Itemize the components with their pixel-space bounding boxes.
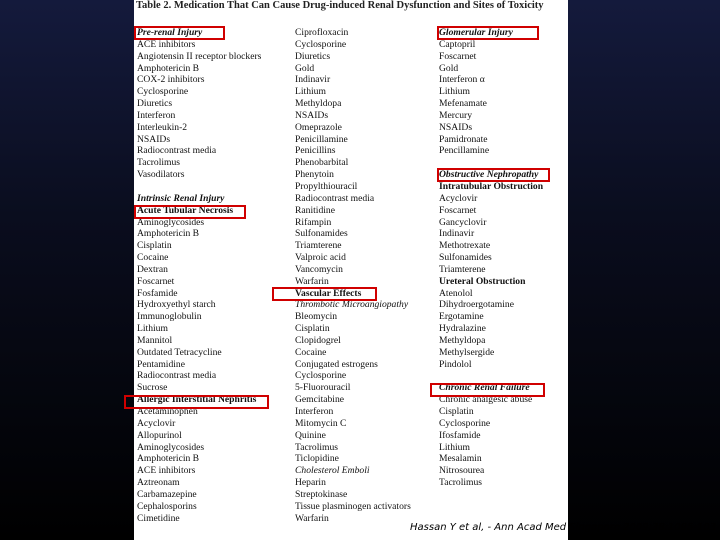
medication-entry: COX-2 inhibitors xyxy=(137,74,205,86)
medication-entry: Tissue plasminogen activators xyxy=(295,500,411,512)
medication-entry: Tacrolimus xyxy=(295,441,339,453)
table-title: Table 2. Medication That Can Cause Drug-induced Renal Dysfunction and Sites of Toxicity xyxy=(136,0,544,11)
medication-entry: Radiocontrast media xyxy=(137,145,217,157)
medication-entry: Hydroxyethyl starch xyxy=(137,299,216,311)
medication-entry: Methyldopa xyxy=(295,98,342,110)
medication-entry: Immunoglobulin xyxy=(137,311,202,323)
medication-entry: Mitomycin C xyxy=(295,417,347,429)
section-heading: Intratubular Obstruction xyxy=(439,180,544,192)
medication-entry: Propylthiouracil xyxy=(295,180,358,192)
medication-entry: Lithium xyxy=(137,323,168,335)
medication-entry: Methylsergide xyxy=(439,346,495,358)
medication-entry: Diuretics xyxy=(137,98,173,110)
medication-entry: Acetaminophen xyxy=(137,406,198,417)
medication-entry: Ticlopidine xyxy=(295,453,339,465)
medication-entry: Penicillamine xyxy=(295,133,348,145)
medication-entry: Cyclosporine xyxy=(295,370,347,382)
medication-entry: Acyclovir xyxy=(439,192,478,204)
medication-entry: Tacrolimus xyxy=(439,477,483,489)
medication-entry: Pentamidine xyxy=(137,358,185,370)
medication-entry: Angiotensin II receptor blockers xyxy=(137,50,262,62)
medication-entry: Interferon α xyxy=(439,74,485,86)
medication-entry: Triamterene xyxy=(439,263,486,275)
medication-entry: Pindolol xyxy=(439,358,472,370)
medication-entry: Tacrolimus xyxy=(137,157,181,169)
medication-entry: Cimetidine xyxy=(137,512,180,524)
subsection-heading: Cholesterol Emboli xyxy=(295,465,370,477)
medication-entry: Foscarnet xyxy=(439,50,477,62)
table-column-1 xyxy=(137,27,297,524)
medication-entry: Indinavir xyxy=(439,228,475,240)
medication-entry: Interferon xyxy=(295,406,334,417)
medication-entry: Sulfonamides xyxy=(439,252,492,264)
medication-entry: Amphotericin B xyxy=(137,228,200,240)
medication-entry: Warfarin xyxy=(295,512,329,524)
subsection-heading: Thrombotic Microangiopathy xyxy=(295,299,409,311)
medication-entry: Amphotericin B xyxy=(137,453,200,465)
medication-entry: ACE inhibitors xyxy=(137,38,196,50)
medication-entry: Ifosfamide xyxy=(439,429,481,441)
section-heading: Intrinsic Renal Injury xyxy=(137,192,225,204)
section-heading: Glomerular Injury xyxy=(439,27,513,38)
medication-entry: Lithium xyxy=(439,86,470,98)
medication-entry: Interleukin-2 xyxy=(137,121,188,133)
medication-entry: ACE inhibitors xyxy=(137,465,196,477)
medication-entry: Amphotericin B xyxy=(137,62,200,74)
table-column-3 xyxy=(439,27,567,489)
medication-entry: Vancomycin xyxy=(295,263,343,275)
medication-entry: 5-Fluorouracil xyxy=(295,382,351,394)
medication-entry: Streptokinase xyxy=(295,488,348,500)
medication-entry: Cisplatin xyxy=(439,406,474,417)
medication-entry: Conjugated estrogens xyxy=(295,358,378,370)
medication-entry: Radiocontrast media xyxy=(295,192,375,204)
medication-entry: Triamterene xyxy=(295,240,342,252)
medication-entry: Mannitol xyxy=(137,334,173,346)
medication-entry: Cephalosporins xyxy=(137,500,197,512)
medication-entry: Omeprazole xyxy=(295,121,342,133)
medication-entry: Pamidronate xyxy=(439,133,488,145)
medication-entry: Radiocontrast media xyxy=(137,370,217,382)
medication-entry: Quinine xyxy=(295,429,326,441)
document-page xyxy=(134,0,568,540)
medication-entry: Indinavir xyxy=(295,74,331,86)
medication-entry: Penicillins xyxy=(295,145,336,157)
medication-entry: Cyclosporine xyxy=(295,38,347,50)
section-heading: Chronic Renal Failure xyxy=(439,382,530,394)
medication-entry: Clopidogrel xyxy=(295,334,341,346)
medication-entry: Captopril xyxy=(439,38,476,50)
medication-entry: NSAIDs xyxy=(137,133,171,145)
medication-entry xyxy=(439,157,567,169)
medication-entry: Diuretics xyxy=(295,50,331,62)
medication-entry: Cyclosporine xyxy=(137,86,189,98)
medication-entry: Dihydroergotamine xyxy=(439,299,514,311)
medication-entry: Mefenamate xyxy=(439,98,487,110)
medication-entry: Cisplatin xyxy=(295,323,330,335)
medication-entry: Lithium xyxy=(439,441,470,453)
medication-entry: Aminoglycosides xyxy=(137,441,205,453)
section-heading: Vascular Effects xyxy=(295,287,362,299)
medication-entry: Cocaine xyxy=(137,252,169,264)
citation: Hassan Y et al, - Ann Acad Med Singapore 2009;38:1095-103 xyxy=(410,522,717,533)
section-heading: Obstructive Nephropathy xyxy=(439,169,539,181)
medication-entry: Aztreonam xyxy=(137,477,180,489)
medication-entry: Vasodilators xyxy=(137,169,185,181)
medication-entry: NSAIDs xyxy=(295,109,329,121)
medication-entry xyxy=(439,370,567,382)
medication-entry: Dextran xyxy=(137,263,168,275)
medication-entry: Methyldopa xyxy=(439,334,486,346)
medication-entry: Rifampin xyxy=(295,216,332,228)
medication-entry: Interferon xyxy=(137,109,176,121)
medication-entry: Methotrexate xyxy=(439,240,491,252)
medication-entry xyxy=(137,181,297,193)
medication-entry: Warfarin xyxy=(295,275,329,287)
medication-entry: Valproic acid xyxy=(295,252,346,264)
medication-entry: Outdated Tetracycline xyxy=(137,346,222,358)
medication-entry: Cocaine xyxy=(295,346,327,358)
medication-entry: Sucrose xyxy=(137,382,168,394)
medication-entry: Hydralazine xyxy=(439,323,486,335)
medication-entry: Phenytoin xyxy=(295,169,334,181)
table-column-2 xyxy=(295,27,440,524)
medication-entry: Mesalamin xyxy=(439,453,482,465)
medication-entry: Gold xyxy=(439,62,459,74)
medication-entry: Sulfonamides xyxy=(295,228,348,240)
medication-entry: Lithium xyxy=(295,86,326,98)
medication-entry: Chronic analgesic abuse xyxy=(439,394,533,406)
section-heading: Allergic Interstitial Nephritis xyxy=(137,394,257,406)
section-heading: Acute Tubular Necrosis xyxy=(137,204,234,216)
medication-entry: Aminoglycosides xyxy=(137,216,205,228)
medication-entry: Allopurinol xyxy=(137,429,182,441)
medication-entry: Acyclovir xyxy=(137,417,176,429)
medication-entry: Atenolol xyxy=(439,287,473,299)
medication-entry: Fosfamide xyxy=(137,287,178,299)
medication-entry: Bleomycin xyxy=(295,311,338,323)
medication-entry: Mercury xyxy=(439,109,473,121)
medication-entry: Gold xyxy=(295,62,315,74)
medication-entry: Carbamazepine xyxy=(137,488,197,500)
medication-entry: Ergotamine xyxy=(439,311,484,323)
medication-entry: Gancyclovir xyxy=(439,216,487,228)
medication-entry: Nitrosourea xyxy=(439,465,485,477)
medication-entry: Pencillamine xyxy=(439,145,490,157)
medication-entry: Foscarnet xyxy=(137,275,175,287)
medication-entry: Phenobarbital xyxy=(295,157,349,169)
medication-entry: NSAIDs xyxy=(439,121,473,133)
medication-entry: Cyclosporine xyxy=(439,417,491,429)
medication-entry: Gemcitabine xyxy=(295,394,345,406)
medication-entry: Ciprofloxacin xyxy=(295,27,349,38)
medication-entry: Ranitidine xyxy=(295,204,335,216)
medication-entry: Foscarnet xyxy=(439,204,477,216)
medication-entry: Cisplatin xyxy=(137,240,172,252)
section-heading: Ureteral Obstruction xyxy=(439,275,526,287)
section-heading: Pre-renal Injury xyxy=(137,27,203,38)
medication-entry: Heparin xyxy=(295,477,326,489)
